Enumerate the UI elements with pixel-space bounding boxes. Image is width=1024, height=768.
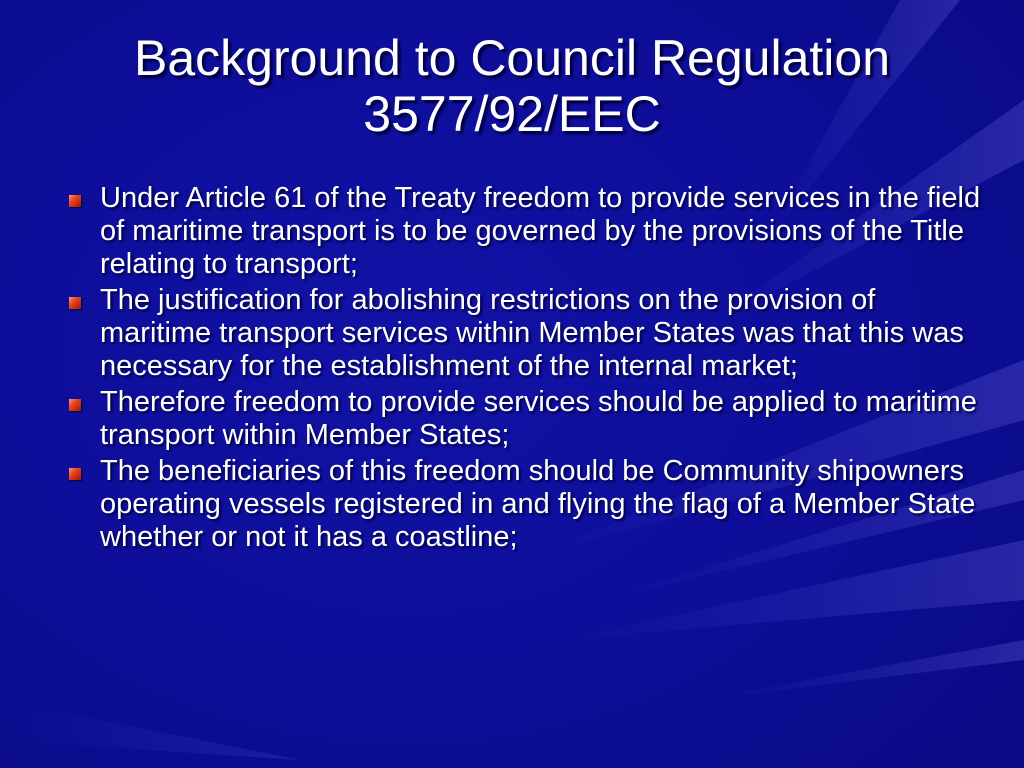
slide-title bbox=[40, 30, 984, 142]
bullet-item bbox=[64, 455, 984, 554]
square-bullet-icon bbox=[69, 468, 81, 480]
square-bullet-icon bbox=[69, 399, 81, 411]
bullet-item bbox=[64, 386, 984, 452]
bullet-item bbox=[64, 182, 984, 281]
bullet-item bbox=[64, 284, 984, 383]
title-line-2: 3577/92/EEC bbox=[363, 86, 661, 142]
bullet-list bbox=[64, 182, 984, 557]
title-line-1: Background to Council Regulation bbox=[133, 30, 891, 86]
bullet-text: The justification for abolishing restrictions on the provision of maritime transport services within Member States was that this was necessary for the establishment of the internal market; bbox=[100, 284, 964, 382]
bullet-text: Therefore freedom to provide services should be applied to maritime transport within Member States; bbox=[100, 386, 977, 451]
square-bullet-icon bbox=[69, 195, 81, 207]
bullet-text: The beneficiaries of this freedom should be Community shipowners operating vessels registered in and flying the flag of a Member State whether or not it has a coastline; bbox=[100, 455, 976, 553]
square-bullet-icon bbox=[69, 297, 81, 309]
bullet-text: Under Article 61 of the Treaty freedom to provide services in the field of maritime transport is to be governed by the provisions of the Title relating to transport; bbox=[100, 182, 981, 280]
